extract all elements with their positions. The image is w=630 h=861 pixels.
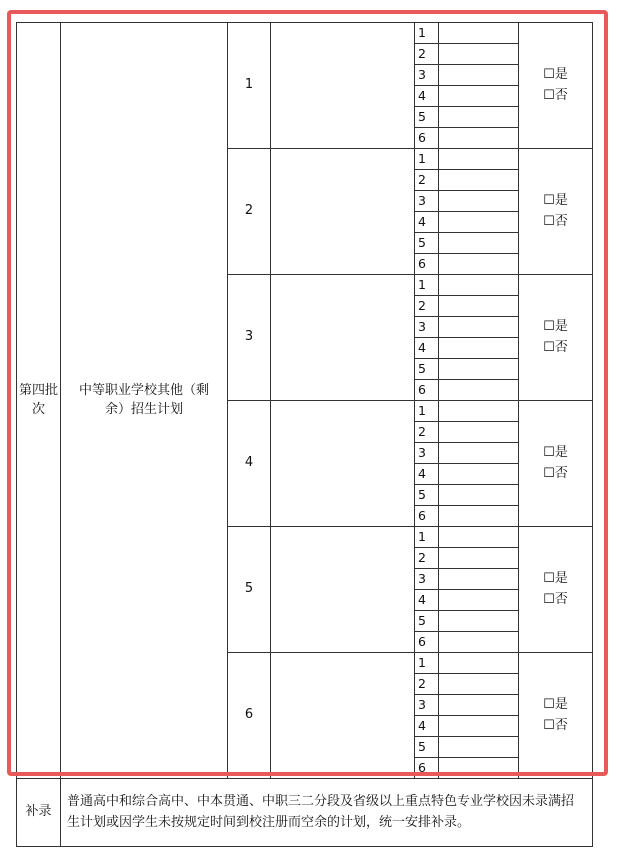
major-entry-cell[interactable] bbox=[439, 737, 519, 758]
row-number: 5 bbox=[415, 233, 439, 254]
no-checkbox[interactable]: ☐否 bbox=[543, 87, 568, 103]
row-number: 1 bbox=[415, 23, 439, 44]
no-checkbox[interactable]: ☐否 bbox=[543, 717, 568, 733]
row-number: 1 bbox=[415, 401, 439, 422]
row-number: 5 bbox=[415, 611, 439, 632]
major-entry-cell[interactable] bbox=[439, 191, 519, 212]
major-entry-cell[interactable] bbox=[439, 758, 519, 779]
row-number: 4 bbox=[415, 212, 439, 233]
yes-no-cell bbox=[519, 275, 593, 401]
row-number: 1 bbox=[415, 653, 439, 674]
school-entry-cell[interactable] bbox=[271, 275, 415, 401]
major-entry-cell[interactable] bbox=[439, 380, 519, 401]
major-entry-cell[interactable] bbox=[439, 149, 519, 170]
school-entry-cell[interactable] bbox=[271, 23, 415, 149]
group-index: 5 bbox=[228, 527, 271, 653]
yes-no-cell bbox=[519, 23, 593, 149]
major-entry-cell[interactable] bbox=[439, 590, 519, 611]
yes-checkbox[interactable]: ☐是 bbox=[543, 192, 568, 208]
major-entry-cell[interactable] bbox=[439, 275, 519, 296]
school-entry-cell[interactable] bbox=[271, 527, 415, 653]
supplement-text: 普通高中和综合高中、中本贯通、中职三二分段及省级以上重点特色专业学校因未录满招生计划或因学生未按规定时间到校注册而空余的计划，统一安排补录。 bbox=[61, 779, 593, 847]
row-number: 3 bbox=[415, 317, 439, 338]
row-number: 3 bbox=[415, 569, 439, 590]
row-number: 4 bbox=[415, 86, 439, 107]
school-entry-cell[interactable] bbox=[271, 149, 415, 275]
major-entry-cell[interactable] bbox=[439, 401, 519, 422]
table-row bbox=[17, 23, 593, 44]
yes-checkbox[interactable]: ☐是 bbox=[543, 696, 568, 712]
row-number: 4 bbox=[415, 464, 439, 485]
major-entry-cell[interactable] bbox=[439, 506, 519, 527]
plan-label: 中等职业学校其他（剩余）招生计划 bbox=[61, 23, 228, 779]
no-checkbox[interactable]: ☐否 bbox=[543, 339, 568, 355]
major-entry-cell[interactable] bbox=[439, 548, 519, 569]
major-entry-cell[interactable] bbox=[439, 254, 519, 275]
yes-no-cell bbox=[519, 401, 593, 527]
no-checkbox[interactable]: ☐否 bbox=[543, 465, 568, 481]
yes-checkbox[interactable]: ☐是 bbox=[543, 66, 568, 82]
row-number: 5 bbox=[415, 485, 439, 506]
major-entry-cell[interactable] bbox=[439, 485, 519, 506]
yes-checkbox[interactable]: ☐是 bbox=[543, 318, 568, 334]
row-number: 3 bbox=[415, 695, 439, 716]
major-entry-cell[interactable] bbox=[439, 44, 519, 65]
row-number: 6 bbox=[415, 128, 439, 149]
row-number: 6 bbox=[415, 758, 439, 779]
no-checkbox[interactable]: ☐否 bbox=[543, 591, 568, 607]
no-checkbox[interactable]: ☐否 bbox=[543, 213, 568, 229]
group-index: 2 bbox=[228, 149, 271, 275]
supplement-label: 补录 bbox=[17, 779, 61, 847]
major-entry-cell[interactable] bbox=[439, 107, 519, 128]
school-entry-cell[interactable] bbox=[271, 653, 415, 779]
row-number: 6 bbox=[415, 254, 439, 275]
row-number: 4 bbox=[415, 338, 439, 359]
row-number: 5 bbox=[415, 737, 439, 758]
major-entry-cell[interactable] bbox=[439, 611, 519, 632]
major-entry-cell[interactable] bbox=[439, 464, 519, 485]
row-number: 6 bbox=[415, 380, 439, 401]
row-number: 3 bbox=[415, 443, 439, 464]
row-number: 1 bbox=[415, 527, 439, 548]
major-entry-cell[interactable] bbox=[439, 23, 519, 44]
major-entry-cell[interactable] bbox=[439, 296, 519, 317]
row-number: 1 bbox=[415, 275, 439, 296]
row-number: 2 bbox=[415, 674, 439, 695]
yes-checkbox[interactable]: ☐是 bbox=[543, 570, 568, 586]
row-number: 6 bbox=[415, 632, 439, 653]
major-entry-cell[interactable] bbox=[439, 716, 519, 737]
row-number: 3 bbox=[415, 191, 439, 212]
row-number: 4 bbox=[415, 716, 439, 737]
row-number: 2 bbox=[415, 170, 439, 191]
major-entry-cell[interactable] bbox=[439, 422, 519, 443]
yes-no-cell bbox=[519, 527, 593, 653]
major-entry-cell[interactable] bbox=[439, 86, 519, 107]
major-entry-cell[interactable] bbox=[439, 527, 519, 548]
row-number: 2 bbox=[415, 422, 439, 443]
major-entry-cell[interactable] bbox=[439, 338, 519, 359]
row-number: 2 bbox=[415, 548, 439, 569]
major-entry-cell[interactable] bbox=[439, 317, 519, 338]
group-index: 4 bbox=[228, 401, 271, 527]
major-entry-cell[interactable] bbox=[439, 632, 519, 653]
major-entry-cell[interactable] bbox=[439, 569, 519, 590]
school-entry-cell[interactable] bbox=[271, 401, 415, 527]
supplement-row bbox=[17, 779, 593, 847]
major-entry-cell[interactable] bbox=[439, 359, 519, 380]
yes-no-cell bbox=[519, 149, 593, 275]
major-entry-cell[interactable] bbox=[439, 443, 519, 464]
batch-label: 第四批次 bbox=[17, 23, 61, 779]
row-number: 6 bbox=[415, 506, 439, 527]
row-number: 1 bbox=[415, 149, 439, 170]
form-table bbox=[16, 22, 593, 847]
yes-no-cell bbox=[519, 653, 593, 779]
major-entry-cell[interactable] bbox=[439, 674, 519, 695]
row-number: 5 bbox=[415, 107, 439, 128]
group-index: 1 bbox=[228, 23, 271, 149]
group-index: 3 bbox=[228, 275, 271, 401]
major-entry-cell[interactable] bbox=[439, 653, 519, 674]
major-entry-cell[interactable] bbox=[439, 695, 519, 716]
row-number: 2 bbox=[415, 44, 439, 65]
major-entry-cell[interactable] bbox=[439, 233, 519, 254]
row-number: 4 bbox=[415, 590, 439, 611]
major-entry-cell[interactable] bbox=[439, 212, 519, 233]
row-number: 2 bbox=[415, 296, 439, 317]
major-entry-cell[interactable] bbox=[439, 65, 519, 86]
row-number: 5 bbox=[415, 359, 439, 380]
yes-checkbox[interactable]: ☐是 bbox=[543, 444, 568, 460]
group-index: 6 bbox=[228, 653, 271, 779]
row-number: 3 bbox=[415, 65, 439, 86]
major-entry-cell[interactable] bbox=[439, 128, 519, 149]
major-entry-cell[interactable] bbox=[439, 170, 519, 191]
